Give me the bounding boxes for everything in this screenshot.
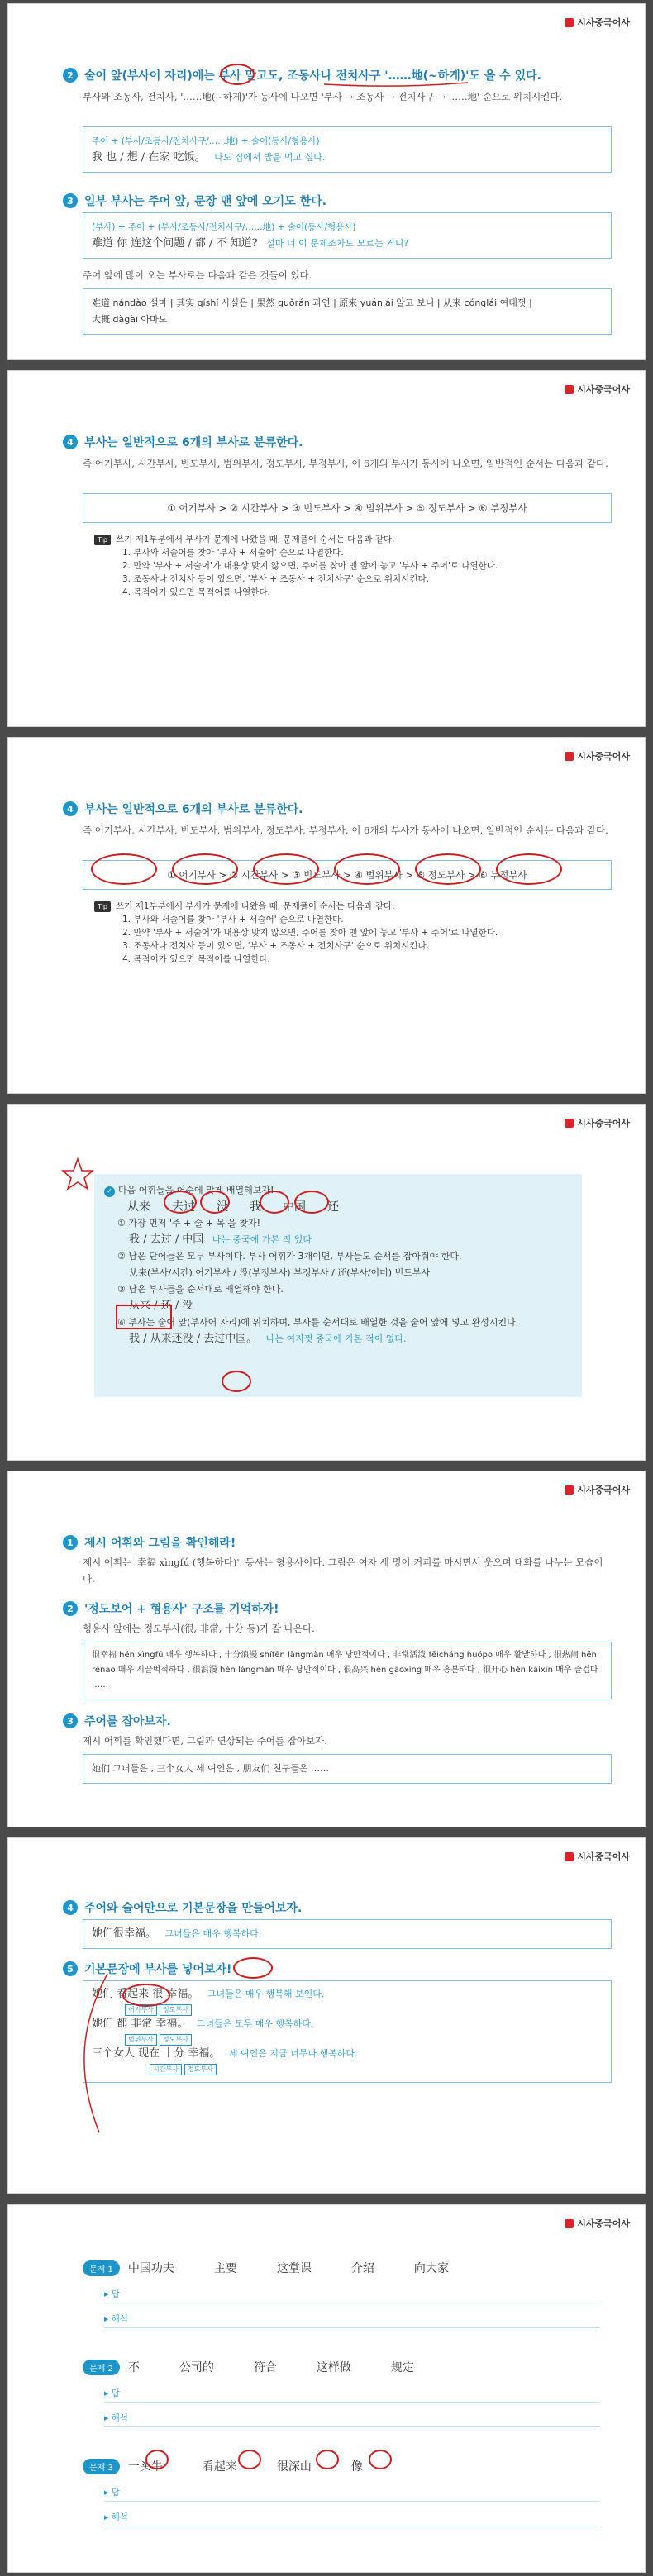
brand-logo-icon (565, 1119, 574, 1128)
explanation-field[interactable] (104, 2511, 600, 2526)
brand-logo (565, 383, 630, 396)
word-item: 去过 (172, 1200, 195, 1214)
section-heading (63, 192, 326, 209)
quiz-box (94, 1174, 582, 1397)
brand-name: 시사중국어사 (577, 1851, 630, 1862)
adverb-sentence-box (83, 1980, 612, 2083)
vocab-box (83, 1642, 612, 1699)
tip-step: 2. 만약 '부사 + 서술어'가 내용상 맞지 않으면, 주어를 찾아 맨 앞에 놓고 '부사 + 주어'로 나열한다. (122, 561, 498, 571)
exercise-word: 符合 (253, 2361, 277, 2374)
adverb-list-line: 大概 dàgài 아마도 (92, 314, 168, 325)
subject-list: 她们 그녀들은 , 三个女人 세 여인은 , 朋友们 친구들은 …… (92, 1763, 329, 1774)
handwritten-circle (233, 1957, 273, 1979)
section-number: 4 (63, 1900, 78, 1915)
exercise-label: 문제 3 (83, 2459, 120, 2474)
exercise-label: 문제 1 (83, 2260, 120, 2276)
step-chinese: 从来 / 还 / 没 (129, 1300, 193, 1312)
adverb-list-line: 难道 nándào 설마 | 其实 qíshí 사실은 | 果然 guǒrán 과연 | 原来 yuánlái 알고 보니 | 从来 cónglái 여태껏 | (92, 297, 532, 308)
step-korean: 나는 여지껏 중국에 가본 적이 없다. (265, 1333, 407, 1344)
section-title: 기본문장에 부사를 넣어보자! (84, 1963, 232, 1976)
example-korean: 설마 너 이 문제조차도 모르는 거니? (266, 238, 409, 249)
adverb-tag: 시간부사 (150, 2064, 182, 2075)
exercise-word: 像 (350, 2460, 363, 2474)
brand-name: 시사중국어사 (577, 2218, 630, 2229)
exercise-word: 一头牛 (127, 2460, 163, 2474)
page-5 (7, 1471, 646, 1827)
section-heading (63, 1600, 279, 1617)
adverb-tag: 어기부사 (125, 2004, 157, 2016)
exercise-word: 介绍 (350, 2262, 374, 2275)
section-title: 부사는 일반적으로 6개의 부사로 분류한다. (84, 436, 303, 449)
page-7 (7, 2204, 646, 2573)
exercise-word: 中国功夫 (127, 2262, 174, 2275)
brand-logo-icon (565, 18, 574, 27)
adverb-tag: 정도부사 (160, 2004, 192, 2016)
explanation-field[interactable] (104, 2312, 600, 2328)
page-6 (7, 1837, 646, 2194)
exercise-word: 不 (127, 2361, 140, 2374)
brand-logo (565, 16, 630, 29)
sentence-chinese: 她们 看起来 很 幸福。 (92, 1988, 199, 2000)
section-heading (63, 801, 303, 817)
brand-name: 시사중국어사 (577, 1485, 630, 1495)
section-heading (63, 67, 541, 83)
word-item: 从来 (127, 1200, 150, 1214)
section-heading (63, 434, 303, 450)
exercise-word: 这样做 (316, 2361, 351, 2374)
quiz-title: 다음 어휘들을 어순에 맞게 배열해보자! (118, 1185, 274, 1195)
word-item: 还 (327, 1200, 339, 1214)
answer-field[interactable] (104, 2387, 600, 2403)
tip-step: 4. 목적어가 있으면 목적어를 나열한다. (122, 954, 270, 964)
tip-text: 쓰기 제1부분에서 부사가 문제에 나왔을 때, 문제풀이 순서는 다음과 같다. (115, 535, 395, 544)
step-chinese: 我 / 从来还没 / 去过中国。 (129, 1333, 258, 1345)
section-number: 2 (63, 68, 78, 83)
section-title: 주어와 술어만으로 기본문장을 만들어보자. (84, 1902, 303, 1915)
exercise-word: 这堂课 (276, 2262, 312, 2275)
quiz-step: ③ 남은 부사들을 순서대로 배열해야 한다. (117, 1284, 284, 1295)
box-title: (부사) + 주어 + (부사/조동사/전치사구/……地) + 술어(동사/형용사) (92, 222, 356, 232)
brand-name: 시사중국어사 (577, 17, 630, 28)
brand-name: 시사중국어사 (577, 384, 630, 395)
section-title: 일부 부사는 주어 앞, 문장 맨 앞에 오기도 한다. (84, 195, 327, 208)
sentence-chinese: 三个女人 现在 十分 幸福。 (92, 2047, 221, 2060)
sentence-box (83, 1919, 612, 1949)
adverb-tag: 범위부사 (125, 2034, 157, 2046)
tip-block (94, 900, 607, 966)
answer-label: ▸ 답 (104, 2488, 120, 2498)
section-heading (63, 1713, 171, 1729)
answer-field[interactable] (104, 2486, 600, 2502)
explanation-field[interactable] (104, 2412, 600, 2427)
exercise-row (83, 2359, 612, 2375)
tip-badge: Tip (94, 535, 111, 545)
exercise-word: 主要 (213, 2262, 237, 2275)
exercise-label: 문제 2 (83, 2360, 120, 2375)
box-title: 주어 + (부사/조동사/전치사구/……地) + 술어(동사/형용사) (92, 136, 320, 146)
adverb-order: ① 어기부사 > ② 시간부사 > ③ 빈도부사 > ④ 범위부사 > ⑤ 정도부사 > ⑥ 부정부사 (167, 502, 527, 514)
sentence-chinese: 她们很幸福。 (92, 1927, 157, 1940)
example-box (83, 126, 612, 173)
word-item: 没 (217, 1200, 228, 1214)
brand-logo (565, 2217, 630, 2230)
answer-label: ▸ 답 (104, 2388, 120, 2398)
sentence-chinese: 她们 都 非常 幸福。 (92, 2018, 188, 2030)
step-chinese: 我 / 去过 / 中国 (129, 1233, 204, 1246)
sentence-korean: 그녀들은 모두 매우 행복하다. (196, 2018, 314, 2029)
vocab-list: 很幸福 hěn xìngfú 매우 행복하다 , 十分浪漫 shífēn làngmàn 매우 낭만적이다 , 非常活泼 fēicháng huópo 매우 활발하다 , 很热闹 hěn rènao 매우 시끌벅적하다 , 很浪漫 hěn làngmàn 매우 낭만적이다 , 很高兴 hěn gāoxìng 매우 흥분하다 , 很开心 hěn kāixīn 매우 즐겁다 …… (92, 1651, 598, 1690)
quiz-icon: ✓ (104, 1186, 115, 1197)
word-item: 我 (250, 1200, 261, 1214)
adverb-tag: 정도부사 (184, 2064, 217, 2075)
section-number: 1 (63, 1535, 78, 1550)
tip-step: 2. 만약 '부사 + 서술어'가 내용상 맞지 않으면, 주어를 찾아 맨 앞에 놓고 '부사 + 주어'로 나열한다. (122, 928, 498, 938)
quiz-step: ④ 부사는 술어 앞(부사어 자리)에 위치하며, 부사를 순서대로 배열한 것을 술어 앞에 넣고 완성시킨다. (117, 1317, 519, 1328)
brand-logo (565, 1483, 630, 1496)
section-heading (63, 1961, 231, 1977)
section-body: 즉 어기부사, 시간부사, 빈도부사, 범위부사, 정도부사, 부정부사, 이 6개의 부사가 동사에 나오면, 일반적인 순서는 다음과 같다. (83, 825, 608, 836)
section-body: 주어 앞에 많이 오는 부사로는 다음과 같은 것들이 있다. (83, 269, 312, 281)
example-korean: 나도 집에서 밥을 먹고 싶다. (214, 152, 326, 163)
tip-block (94, 533, 607, 599)
section-number: 2 (63, 1601, 78, 1616)
tip-step: 1. 부사와 서술어를 찾아 '부사 + 서술어' 순으로 나열한다. (122, 915, 344, 924)
sentence-korean: 세 여인은 지금 너무나 행복하다. (228, 2048, 358, 2059)
section-number: 4 (63, 801, 78, 816)
page-3 (7, 737, 646, 1094)
page-2 (7, 370, 646, 727)
answer-label: ▸ 답 (104, 2289, 120, 2299)
page-1 (7, 3, 646, 360)
step-detail: 从来(부사/시간) 어기부사 / 没(부정부사) 부정부사 / 还(부사/이미) 빈도부사 (129, 1267, 431, 1278)
tip-step: 1. 부사와 서술어를 찾아 '부사 + 서술어' 순으로 나열한다. (122, 548, 344, 558)
example-box (83, 212, 612, 259)
section-body: 형용사 앞에는 정도부사(很, 非常, 十分 등)가 잘 나온다. (83, 1623, 315, 1634)
brand-logo-icon (565, 2219, 574, 2228)
exercise-word: 很深山 (276, 2460, 312, 2474)
explanation-label: ▸ 해석 (104, 2512, 128, 2522)
exercise-word: 看起来 (202, 2460, 237, 2474)
exercise-word: 公司的 (179, 2361, 214, 2374)
adverb-order-box (83, 493, 612, 523)
exercise-word: 规定 (390, 2361, 414, 2374)
brand-logo-icon (565, 385, 574, 394)
brand-name: 시사중국어사 (577, 751, 630, 762)
section-number: 5 (63, 1961, 78, 1976)
adverb-order-box (83, 860, 612, 890)
exercise-row (83, 2458, 612, 2474)
section-title: 술어 앞(부사어 자리)에는 부사 말고도, 조동사나 전치사구 '……地(~하게)'도 올 수 있다. (84, 69, 541, 83)
section-heading (63, 1534, 236, 1551)
section-number: 4 (63, 435, 78, 449)
brand-name: 시사중국어사 (577, 1118, 630, 1129)
adverb-list-box (83, 288, 612, 335)
section-title: 부사는 일반적으로 6개의 부사로 분류한다. (84, 803, 303, 816)
brand-logo (565, 1116, 630, 1129)
brand-logo (565, 1850, 630, 1863)
brand-logo-icon (565, 1852, 574, 1861)
answer-field[interactable] (104, 2288, 600, 2303)
brand-logo (565, 749, 630, 763)
brand-logo-icon (565, 752, 574, 761)
quiz-step: ② 남은 단어들은 모두 부사이다. 부사 어휘가 3개이면, 부사들도 순서를 잡아줘야 한다. (117, 1251, 462, 1262)
section-number: 3 (63, 1713, 78, 1728)
handwritten-star (61, 1157, 94, 1191)
section-title: '정도보어 + 형용사' 구조를 기억하자! (84, 1603, 279, 1616)
explanation-label: ▸ 해석 (104, 2314, 128, 2324)
section-title: 주어를 잡아보자. (84, 1715, 171, 1728)
tip-step: 4. 목적어가 있으면 목적어를 나열한다. (122, 587, 270, 597)
section-body: 즉 어기부사, 시간부사, 빈도부사, 범위부사, 정도부사, 부정부사, 이 6개의 부사가 동사에 나오면, 일반적인 순서는 다음과 같다. (83, 458, 608, 469)
section-heading (63, 1899, 302, 1916)
word-item: 中国 (283, 1200, 306, 1214)
brand-logo-icon (565, 1485, 574, 1495)
adverb-tag: 정도부사 (160, 2034, 192, 2046)
tip-badge: Tip (94, 901, 111, 912)
example-chinese: 我 也 / 想 / 在家 吃饭。 (92, 151, 206, 164)
exercise-word: 向大家 (413, 2262, 449, 2275)
sentence-korean: 그녀들은 매우 행복하다. (164, 1928, 262, 1939)
section-number: 3 (63, 193, 78, 208)
example-chinese: 难道 你 连这个问题 / 都 / 不 知道? (92, 237, 258, 250)
tip-step: 3. 조동사나 전치사 등이 있으면, '부사 + 조동사 + 전치사구' 순으로 위치시킨다. (122, 574, 429, 584)
adverb-order: ① 어기부사 > ② 시간부사 > ③ 빈도부사 > ④ 범위부사 > ⑤ 정도부사 > ⑥ 부정부사 (167, 869, 527, 881)
explanation-label: ▸ 해석 (104, 2413, 128, 2423)
quiz-step: ① 가장 먼저 '주 + 술 + 목'을 찾자! (117, 1218, 260, 1229)
tip-step: 3. 조동사나 전치사 등이 있으면, '부사 + 조동사 + 전치사구' 순으로 위치시킨다. (122, 941, 429, 951)
section-title: 제시 어휘와 그림을 확인해라! (84, 1537, 236, 1550)
subject-box (83, 1754, 612, 1784)
exercise-row (83, 2260, 612, 2276)
word-bank (104, 1199, 572, 1215)
tip-text: 쓰기 제1부분에서 부사가 문제에 나왔을 때, 문제풀이 순서는 다음과 같다. (115, 901, 395, 911)
section-body: 부사와 조동사, 전치사, '……地(~하게)'가 동사에 나오면 '부사 → 조동사 → 전치사구 → ……地' 순으로 위치시킨다. (83, 91, 563, 102)
section-body: 제시 어휘는 '幸福 xìngfú (행복하다)', 동사는 형용사이다. 그림은 여자 세 명이 커피를 마시면서 웃으며 대화를 나누는 모습이다. (83, 1557, 603, 1585)
step-korean: 나는 중국에 가본 적 있다 (212, 1234, 312, 1245)
section-body: 제시 어휘를 확인했다면, 그림과 연상되는 주어를 잡아보자. (83, 1735, 327, 1747)
page-4 (7, 1104, 646, 1461)
sentence-korean: 그녀들은 매우 행복해 보인다. (207, 1989, 325, 1999)
